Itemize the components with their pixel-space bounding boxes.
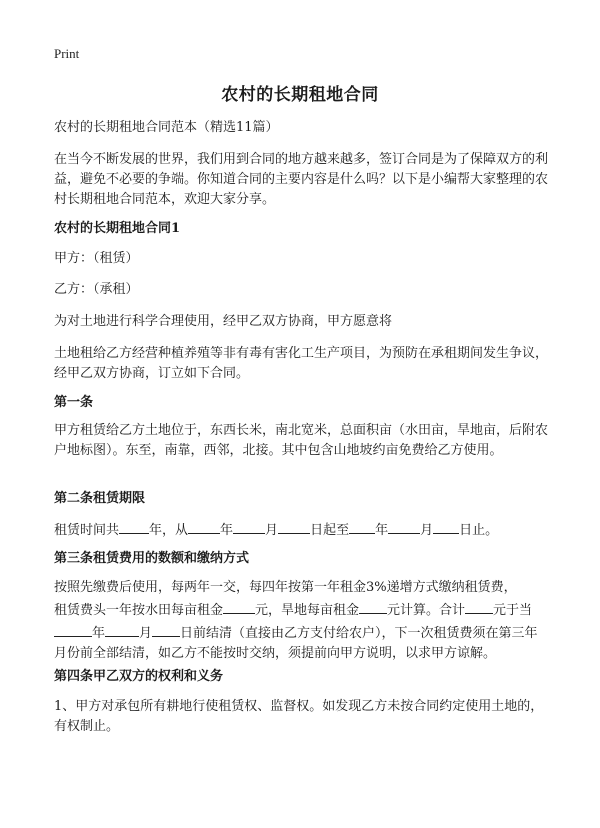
- party-b-line: 乙方：（承租）: [54, 282, 139, 297]
- article1-heading: 第一条: [54, 395, 94, 410]
- text-fragment: 月: [139, 626, 153, 641]
- text-fragment: 月: [265, 523, 279, 538]
- article1-body: 甲方租赁给乙方土地位于，东西长米，南北宽米，总面积亩（水田亩，旱地亩，后附农户地标图）。东至，南靠，西邻，北接。其中包含山地坡约亩免费给乙方使用。: [54, 423, 549, 458]
- purpose-line: 为对土地进行科学合理使用，经甲乙双方协商，甲方愿意将: [54, 314, 393, 329]
- text-fragment: 元，旱地每亩租金: [255, 603, 360, 618]
- contract-heading: 农村的长期租地合同1: [54, 221, 181, 236]
- fill-blank: [152, 621, 180, 637]
- article3-body: [54, 578, 554, 664]
- text-fragment: 元计算。合计: [387, 603, 466, 618]
- article3-heading: 第三条租赁费用的数额和缴纳方式: [54, 551, 250, 566]
- fill-blank: [105, 621, 139, 637]
- article3-line: [54, 621, 554, 644]
- article4-heading: 第四条甲乙双方的权利和义务: [54, 669, 224, 684]
- text-fragment: 元于当: [493, 603, 533, 618]
- text-fragment: 年: [375, 523, 389, 538]
- text-fragment: 年: [92, 626, 106, 641]
- article4-item1: 1、甲方对承包所有耕地行使租赁权、监督权。如发现乙方未按合同约定使用土地的，有权制止。: [54, 699, 544, 734]
- text-fragment: 租赁时间共: [54, 523, 120, 538]
- article3-line: 月份前全部结清，如乙方不能按时交纳，须提前向甲方说明，以求甲方谅解。: [54, 646, 497, 661]
- fill-blank: [465, 598, 493, 614]
- print-link[interactable]: Print: [54, 46, 80, 61]
- article2-heading: 第二条租赁期限: [54, 491, 146, 506]
- text-fragment: 日前结清（直接由乙方支付给农户），下一次租赁费须在第三年: [180, 626, 538, 641]
- fill-blank: [278, 518, 310, 534]
- fill-blank: [223, 598, 255, 614]
- text-fragment: 月: [420, 523, 434, 538]
- fill-blank: [433, 518, 459, 534]
- text-fragment: 日起至: [310, 523, 350, 538]
- text-fragment: 租赁费头一年按水田每亩租金: [54, 603, 224, 618]
- text-fragment: 年: [220, 523, 234, 538]
- fill-blank: [388, 518, 420, 534]
- fill-blank: [119, 518, 149, 534]
- text-fragment: 年，从: [149, 523, 189, 538]
- article3-line: [54, 598, 554, 621]
- document-subtitle: 农村的长期租地合同范本（精选11篇）: [54, 120, 279, 135]
- article3-line: 按照先缴费后使用，每两年一交，每四年按第一年租金3%递增方式缴纳租赁费，: [54, 580, 517, 595]
- text-fragment: 日止。: [459, 523, 499, 538]
- party-a-line: 甲方：（租赁）: [54, 251, 139, 266]
- scope-paragraph: 土地租给乙方经营种植养殖等非有毒有害化工生产项目，为预防在承租期间发生争议，经甲乙双方协商，订立如下合同。: [54, 346, 549, 381]
- fill-blank: [54, 621, 92, 637]
- fill-blank: [349, 518, 375, 534]
- fill-blank: [359, 598, 387, 614]
- article2-body: [54, 518, 554, 541]
- intro-paragraph: 在当今不断发展的世界，我们用到合同的地方越来越多，签订合同是为了保障双方的利益，避免不必要的争端。你知道合同的主要内容是什么吗？以下是小编帮大家整理的农村长期租地合同范本，欢迎大家分享。: [54, 152, 549, 207]
- document-title: 农村的长期租地合同: [221, 85, 379, 105]
- fill-blank: [233, 518, 265, 534]
- fill-blank: [188, 518, 220, 534]
